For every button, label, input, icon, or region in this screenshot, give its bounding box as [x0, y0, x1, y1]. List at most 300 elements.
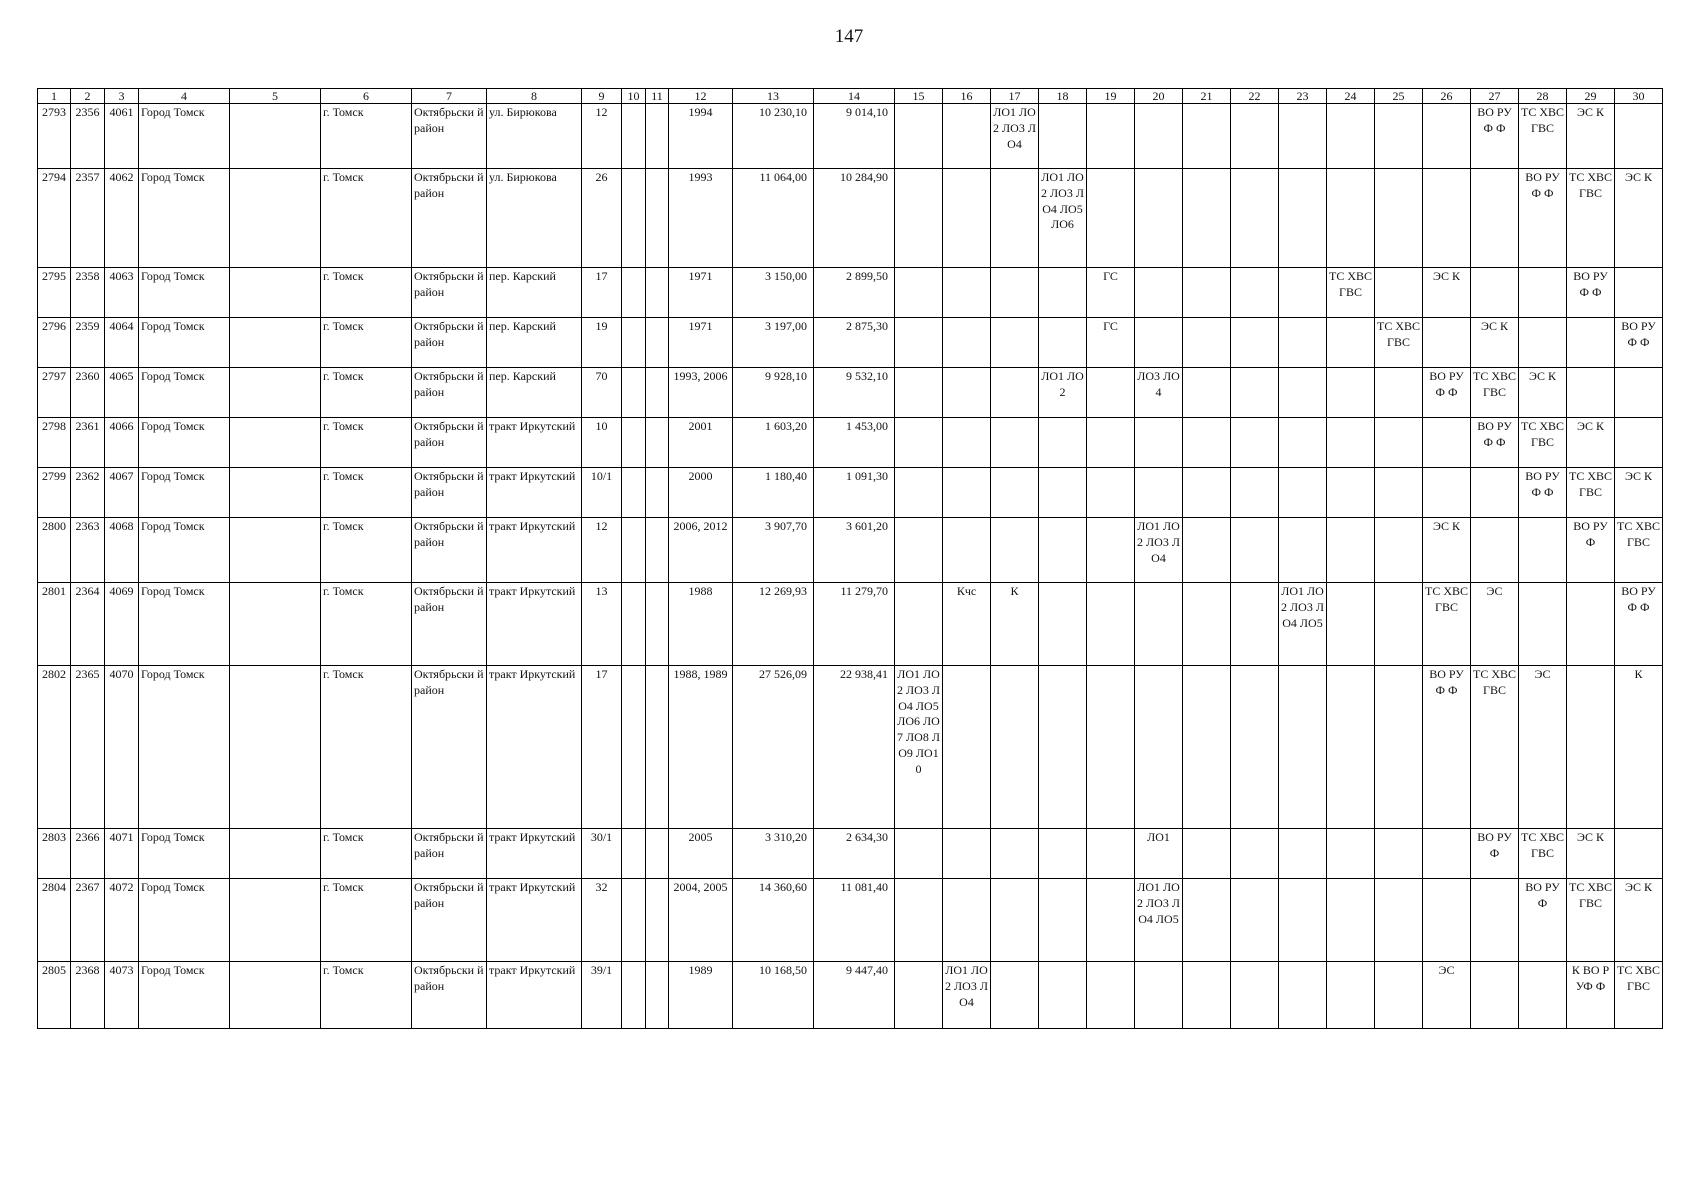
table-cell-col-21: [1183, 468, 1231, 518]
table-cell-col-20: [1135, 418, 1183, 468]
table-cell-col-18: [1039, 318, 1087, 368]
table-cell-col-12: 1971: [669, 318, 733, 368]
table-cell-col-9: 10/1: [582, 468, 622, 518]
table-cell-col-24: [1327, 829, 1375, 879]
table-row: [38, 829, 1663, 879]
table-cell-col-21: [1183, 368, 1231, 418]
table-cell-col-6: г. Томск: [321, 829, 412, 879]
table-cell-col-15: [895, 879, 943, 962]
table-cell-col-14: 9 447,40: [814, 962, 895, 1029]
table-cell-col-2: 2361: [71, 418, 105, 468]
table-cell-col-23: [1279, 268, 1327, 318]
table-cell-col-28: ВО РУФ Ф: [1519, 169, 1567, 268]
table-cell-col-25: [1375, 104, 1423, 169]
table-cell-col-13: 1 603,20: [733, 418, 814, 468]
table-cell-col-25: [1375, 518, 1423, 583]
table-cell-col-26: [1423, 879, 1471, 962]
table-cell-col-16: [943, 268, 991, 318]
table-cell-col-29: ТС ХВС ГВС: [1567, 468, 1615, 518]
table-cell-col-11: [646, 829, 669, 879]
table-cell-col-1: 2799: [38, 468, 71, 518]
table-cell-col-1: 2797: [38, 368, 71, 418]
table-cell-col-23: ЛО1 ЛО2 ЛО3 ЛО4 ЛО5: [1279, 583, 1327, 666]
table-row: [38, 318, 1663, 368]
table-cell-col-13: 1 180,40: [733, 468, 814, 518]
table-cell-col-27: [1471, 169, 1519, 268]
table-cell-col-7: Октябрьски й район: [412, 829, 487, 879]
table-cell-col-9: 19: [582, 318, 622, 368]
table-cell-col-25: [1375, 829, 1423, 879]
table-cell-col-13: 3 197,00: [733, 318, 814, 368]
table-cell-col-10: [622, 518, 646, 583]
table-cell-col-12: 1994: [669, 104, 733, 169]
table-cell-col-7: Октябрьски й район: [412, 468, 487, 518]
table-cell-col-29: ВО РУФ Ф: [1567, 268, 1615, 318]
table-cell-col-23: [1279, 468, 1327, 518]
table-cell-col-2: 2357: [71, 169, 105, 268]
table-cell-col-13: 3 907,70: [733, 518, 814, 583]
table-cell-col-2: 2362: [71, 468, 105, 518]
table-cell-col-26: ТС ХВС ГВС: [1423, 583, 1471, 666]
table-cell-col-26: ЭС: [1423, 962, 1471, 1029]
table-cell-col-8: тракт Иркутский: [487, 829, 582, 879]
table-cell-col-30: [1615, 268, 1663, 318]
table-cell-col-9: 12: [582, 518, 622, 583]
column-number-25: 25: [1375, 89, 1423, 104]
column-number-9: 9: [582, 89, 622, 104]
table-row: [38, 169, 1663, 268]
table-cell-col-19: [1087, 368, 1135, 418]
table-cell-col-17: [991, 468, 1039, 518]
table-cell-col-22: [1231, 418, 1279, 468]
table-cell-col-14: 2 634,30: [814, 829, 895, 879]
table-cell-col-21: [1183, 518, 1231, 583]
table-cell-col-16: [943, 879, 991, 962]
table-cell-col-16: ЛО1 ЛО2 ЛО3 ЛО4: [943, 962, 991, 1029]
table-cell-col-29: ЭС К: [1567, 418, 1615, 468]
table-cell-col-13: 14 360,60: [733, 879, 814, 962]
table-cell-col-30: К: [1615, 666, 1663, 829]
table-cell-col-3: 4062: [105, 169, 139, 268]
table-cell-col-19: [1087, 104, 1135, 169]
table-cell-col-6: г. Томск: [321, 879, 412, 962]
table-cell-col-28: ТС ХВС ГВС: [1519, 418, 1567, 468]
table-cell-col-28: [1519, 518, 1567, 583]
column-number-row: [38, 89, 1663, 104]
table-cell-col-22: [1231, 468, 1279, 518]
table-cell-col-27: ЭС К: [1471, 318, 1519, 368]
table-cell-col-15: [895, 829, 943, 879]
table-cell-col-2: 2360: [71, 368, 105, 418]
table-cell-col-30: ТС ХВС ГВС: [1615, 962, 1663, 1029]
table-cell-col-12: 1989: [669, 962, 733, 1029]
table-row: [38, 104, 1663, 169]
table-cell-col-4: Город Томск: [139, 666, 230, 829]
table-cell-col-22: [1231, 268, 1279, 318]
table-cell-col-7: Октябрьски й район: [412, 104, 487, 169]
table-cell-col-20: ЛО1 ЛО2 ЛО3 ЛО4: [1135, 518, 1183, 583]
table-cell-col-24: [1327, 104, 1375, 169]
table-cell-col-30: ЭС К: [1615, 879, 1663, 962]
column-number-24: 24: [1327, 89, 1375, 104]
table-cell-col-22: [1231, 104, 1279, 169]
table-cell-col-25: [1375, 879, 1423, 962]
table-cell-col-24: [1327, 468, 1375, 518]
table-cell-col-8: тракт Иркутский: [487, 418, 582, 468]
table-cell-col-8: пер. Карский: [487, 268, 582, 318]
table-cell-col-27: ТС ХВС ГВС: [1471, 666, 1519, 829]
table-cell-col-15: [895, 962, 943, 1029]
table-cell-col-2: 2364: [71, 583, 105, 666]
table-cell-col-13: 9 928,10: [733, 368, 814, 418]
table-cell-col-24: [1327, 962, 1375, 1029]
table-cell-col-18: ЛО1 ЛО2: [1039, 368, 1087, 418]
table-cell-col-21: [1183, 268, 1231, 318]
table-cell-col-17: [991, 962, 1039, 1029]
table-cell-col-23: [1279, 666, 1327, 829]
column-number-4: 4: [139, 89, 230, 104]
table-cell-col-29: [1567, 666, 1615, 829]
table-cell-col-27: [1471, 268, 1519, 318]
table-cell-col-21: [1183, 666, 1231, 829]
table-cell-col-21: [1183, 418, 1231, 468]
table-cell-col-18: [1039, 962, 1087, 1029]
table-cell-col-4: Город Томск: [139, 169, 230, 268]
table-cell-col-3: 4069: [105, 583, 139, 666]
column-number-19: 19: [1087, 89, 1135, 104]
table-cell-col-9: 39/1: [582, 962, 622, 1029]
table-cell-col-3: 4065: [105, 368, 139, 418]
table-cell-col-12: 1971: [669, 268, 733, 318]
table-cell-col-11: [646, 518, 669, 583]
table-cell-col-18: ЛО1 ЛО2 ЛО3 ЛО4 ЛО5 ЛО6: [1039, 169, 1087, 268]
table-cell-col-8: пер. Карский: [487, 318, 582, 368]
table-cell-col-9: 26: [582, 169, 622, 268]
table-cell-col-15: [895, 368, 943, 418]
table-cell-col-29: ВО РУФ: [1567, 518, 1615, 583]
column-number-10: 10: [622, 89, 646, 104]
table-cell-col-5: [230, 879, 321, 962]
table-cell-col-18: [1039, 829, 1087, 879]
table-cell-col-19: [1087, 962, 1135, 1029]
table-cell-col-27: [1471, 962, 1519, 1029]
table-cell-col-7: Октябрьски й район: [412, 666, 487, 829]
table-cell-col-30: ВО РУФ Ф: [1615, 583, 1663, 666]
table-cell-col-6: г. Томск: [321, 666, 412, 829]
table-cell-col-4: Город Томск: [139, 518, 230, 583]
table-cell-col-18: [1039, 418, 1087, 468]
table-cell-col-7: Октябрьски й район: [412, 418, 487, 468]
table-cell-col-3: 4070: [105, 666, 139, 829]
table-cell-col-13: 10 168,50: [733, 962, 814, 1029]
table-cell-col-29: ТС ХВС ГВС: [1567, 879, 1615, 962]
table-cell-col-5: [230, 104, 321, 169]
table-cell-col-18: [1039, 666, 1087, 829]
table-cell-col-16: [943, 368, 991, 418]
table-cell-col-19: ГС: [1087, 318, 1135, 368]
table-row: [38, 268, 1663, 318]
table-cell-col-24: [1327, 518, 1375, 583]
table-cell-col-4: Город Томск: [139, 104, 230, 169]
table-cell-col-11: [646, 468, 669, 518]
table-cell-col-15: [895, 268, 943, 318]
registry-table: [37, 88, 1663, 1029]
table-cell-col-1: 2804: [38, 879, 71, 962]
table-cell-col-8: тракт Иркутский: [487, 666, 582, 829]
table-cell-col-10: [622, 468, 646, 518]
table-cell-col-11: [646, 268, 669, 318]
table-cell-col-10: [622, 829, 646, 879]
table-cell-col-25: [1375, 169, 1423, 268]
table-cell-col-14: 1 453,00: [814, 418, 895, 468]
table-cell-col-3: 4073: [105, 962, 139, 1029]
table-cell-col-6: г. Томск: [321, 169, 412, 268]
table-cell-col-20: [1135, 318, 1183, 368]
table-cell-col-1: 2796: [38, 318, 71, 368]
table-cell-col-17: [991, 518, 1039, 583]
table-cell-col-20: [1135, 268, 1183, 318]
table-cell-col-21: [1183, 169, 1231, 268]
table-cell-col-19: [1087, 468, 1135, 518]
table-cell-col-14: 11 279,70: [814, 583, 895, 666]
table-cell-col-15: [895, 169, 943, 268]
table-cell-col-22: [1231, 518, 1279, 583]
table-cell-col-17: [991, 879, 1039, 962]
table-cell-col-30: ЭС К: [1615, 468, 1663, 518]
table-cell-col-2: 2363: [71, 518, 105, 583]
table-cell-col-7: Октябрьски й район: [412, 368, 487, 418]
table-cell-col-19: [1087, 879, 1135, 962]
table-row: [38, 468, 1663, 518]
table-cell-col-19: [1087, 169, 1135, 268]
table-cell-col-12: 1988: [669, 583, 733, 666]
table-cell-col-27: ВО РУФ: [1471, 829, 1519, 879]
table-cell-col-22: [1231, 829, 1279, 879]
table-cell-col-16: [943, 468, 991, 518]
table-cell-col-24: [1327, 368, 1375, 418]
table-cell-col-16: Кчс: [943, 583, 991, 666]
table-cell-col-26: [1423, 104, 1471, 169]
table-cell-col-17: [991, 829, 1039, 879]
column-number-28: 28: [1519, 89, 1567, 104]
table-cell-col-21: [1183, 829, 1231, 879]
table-cell-col-30: [1615, 418, 1663, 468]
table-cell-col-10: [622, 318, 646, 368]
table-cell-col-4: Город Томск: [139, 468, 230, 518]
table-cell-col-5: [230, 318, 321, 368]
table-cell-col-28: ТС ХВС ГВС: [1519, 104, 1567, 169]
table-cell-col-13: 10 230,10: [733, 104, 814, 169]
table-cell-col-16: [943, 518, 991, 583]
table-cell-col-28: [1519, 268, 1567, 318]
table-cell-col-23: [1279, 962, 1327, 1029]
table-cell-col-16: [943, 318, 991, 368]
table-cell-col-3: 4071: [105, 829, 139, 879]
table-cell-col-26: [1423, 318, 1471, 368]
table-cell-col-8: тракт Иркутский: [487, 879, 582, 962]
table-cell-col-20: [1135, 468, 1183, 518]
table-cell-col-3: 4068: [105, 518, 139, 583]
table-cell-col-2: 2365: [71, 666, 105, 829]
table-cell-col-22: [1231, 169, 1279, 268]
table-cell-col-25: [1375, 268, 1423, 318]
table-cell-col-26: [1423, 169, 1471, 268]
column-number-17: 17: [991, 89, 1039, 104]
table-cell-col-4: Город Томск: [139, 318, 230, 368]
table-cell-col-7: Октябрьски й район: [412, 268, 487, 318]
table-cell-col-20: [1135, 583, 1183, 666]
table-cell-col-11: [646, 368, 669, 418]
table-cell-col-29: [1567, 583, 1615, 666]
table-cell-col-10: [622, 879, 646, 962]
table-cell-col-1: 2801: [38, 583, 71, 666]
table-cell-col-25: [1375, 583, 1423, 666]
table-cell-col-10: [622, 169, 646, 268]
table-cell-col-3: 4066: [105, 418, 139, 468]
table-cell-col-26: ЭС К: [1423, 268, 1471, 318]
table-cell-col-10: [622, 962, 646, 1029]
table-cell-col-20: ЛО1: [1135, 829, 1183, 879]
table-cell-col-6: г. Томск: [321, 268, 412, 318]
table-cell-col-17: [991, 418, 1039, 468]
table-cell-col-6: г. Томск: [321, 368, 412, 418]
table-cell-col-29: К ВО РУФ Ф: [1567, 962, 1615, 1029]
column-number-30: 30: [1615, 89, 1663, 104]
table-cell-col-30: ЭС К: [1615, 169, 1663, 268]
table-cell-col-9: 30/1: [582, 829, 622, 879]
column-number-27: 27: [1471, 89, 1519, 104]
column-number-21: 21: [1183, 89, 1231, 104]
table-cell-col-6: г. Томск: [321, 962, 412, 1029]
table-cell-col-21: [1183, 879, 1231, 962]
table-cell-col-23: [1279, 518, 1327, 583]
table-cell-col-17: К: [991, 583, 1039, 666]
table-cell-col-23: [1279, 104, 1327, 169]
table-row: [38, 666, 1663, 829]
table-cell-col-17: [991, 318, 1039, 368]
table-cell-col-16: [943, 104, 991, 169]
table-cell-col-18: [1039, 468, 1087, 518]
table-cell-col-5: [230, 962, 321, 1029]
table-cell-col-11: [646, 879, 669, 962]
table-cell-col-17: ЛО1 ЛО2 ЛО3 ЛО4: [991, 104, 1039, 169]
table-cell-col-16: [943, 169, 991, 268]
table-cell-col-9: 70: [582, 368, 622, 418]
table-cell-col-6: г. Томск: [321, 418, 412, 468]
table-cell-col-3: 4063: [105, 268, 139, 318]
table-cell-col-23: [1279, 829, 1327, 879]
column-number-2: 2: [71, 89, 105, 104]
table-row: [38, 879, 1663, 962]
table-cell-col-15: [895, 104, 943, 169]
table-cell-col-4: Город Томск: [139, 829, 230, 879]
column-number-3: 3: [105, 89, 139, 104]
table-cell-col-19: ГС: [1087, 268, 1135, 318]
table-cell-col-27: [1471, 518, 1519, 583]
table-cell-col-6: г. Томск: [321, 518, 412, 583]
table-cell-col-15: [895, 418, 943, 468]
table-cell-col-26: ВО РУФ Ф: [1423, 666, 1471, 829]
column-number-12: 12: [669, 89, 733, 104]
table-cell-col-3: 4064: [105, 318, 139, 368]
table-cell-col-8: ул. Бирюкова: [487, 104, 582, 169]
table-cell-col-18: [1039, 268, 1087, 318]
table-cell-col-22: [1231, 962, 1279, 1029]
table-cell-col-11: [646, 962, 669, 1029]
table-cell-col-15: [895, 318, 943, 368]
table-cell-col-27: [1471, 468, 1519, 518]
table-cell-col-30: ВО РУФ Ф: [1615, 318, 1663, 368]
table-cell-col-11: [646, 104, 669, 169]
table-cell-col-12: 1993: [669, 169, 733, 268]
table-cell-col-25: ТС ХВС ГВС: [1375, 318, 1423, 368]
table-cell-col-26: [1423, 468, 1471, 518]
table-cell-col-10: [622, 418, 646, 468]
table-cell-col-19: [1087, 518, 1135, 583]
table-cell-col-2: 2368: [71, 962, 105, 1029]
table-cell-col-30: [1615, 104, 1663, 169]
table-cell-col-19: [1087, 666, 1135, 829]
table-cell-col-21: [1183, 318, 1231, 368]
table-cell-col-18: [1039, 518, 1087, 583]
table-cell-col-8: тракт Иркутский: [487, 583, 582, 666]
table-cell-col-22: [1231, 583, 1279, 666]
table-cell-col-27: ЭС: [1471, 583, 1519, 666]
column-number-7: 7: [412, 89, 487, 104]
table-cell-col-28: [1519, 318, 1567, 368]
table-cell-col-22: [1231, 879, 1279, 962]
table-cell-col-5: [230, 368, 321, 418]
table-cell-col-11: [646, 169, 669, 268]
table-cell-col-14: 9 014,10: [814, 104, 895, 169]
table-cell-col-20: ЛО3 ЛО4: [1135, 368, 1183, 418]
table-cell-col-24: ТС ХВС ГВС: [1327, 268, 1375, 318]
column-number-22: 22: [1231, 89, 1279, 104]
table-cell-col-28: [1519, 962, 1567, 1029]
table-cell-col-4: Город Томск: [139, 418, 230, 468]
table-cell-col-30: [1615, 368, 1663, 418]
table-cell-col-23: [1279, 169, 1327, 268]
table-cell-col-16: [943, 666, 991, 829]
table-cell-col-10: [622, 666, 646, 829]
table-cell-col-24: [1327, 169, 1375, 268]
table-cell-col-7: Октябрьски й район: [412, 879, 487, 962]
table-cell-col-6: г. Томск: [321, 468, 412, 518]
table-cell-col-1: 2803: [38, 829, 71, 879]
table-cell-col-1: 2802: [38, 666, 71, 829]
table-cell-col-1: 2795: [38, 268, 71, 318]
table-cell-col-5: [230, 583, 321, 666]
table-cell-col-20: [1135, 666, 1183, 829]
column-number-20: 20: [1135, 89, 1183, 104]
table-cell-col-23: [1279, 368, 1327, 418]
table-cell-col-20: [1135, 169, 1183, 268]
column-number-8: 8: [487, 89, 582, 104]
table-cell-col-19: [1087, 583, 1135, 666]
table-cell-col-21: [1183, 962, 1231, 1029]
table-cell-col-11: [646, 418, 669, 468]
table-cell-col-15: [895, 518, 943, 583]
table-cell-col-9: 17: [582, 268, 622, 318]
page-number: 147: [834, 26, 864, 47]
table-cell-col-14: 1 091,30: [814, 468, 895, 518]
table-row: [38, 962, 1663, 1029]
table-cell-col-20: [1135, 962, 1183, 1029]
table-cell-col-10: [622, 583, 646, 666]
table-cell-col-21: [1183, 104, 1231, 169]
table-cell-col-12: 2004, 2005: [669, 879, 733, 962]
table-cell-col-23: [1279, 879, 1327, 962]
